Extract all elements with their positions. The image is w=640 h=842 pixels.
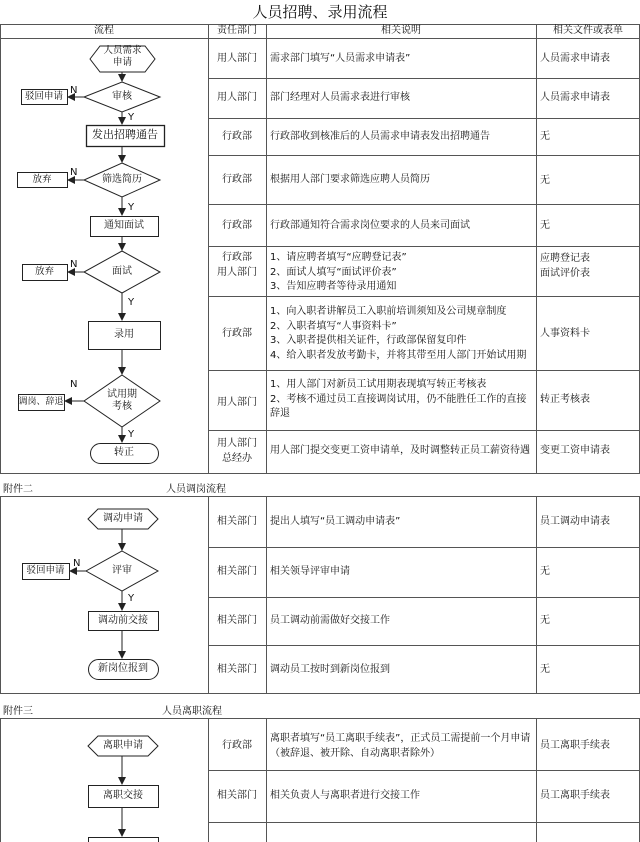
- row4-dept: 行政部: [222, 174, 252, 185]
- row1-doc: 人员需求申请表: [540, 53, 610, 64]
- row7-dept: 行政部: [222, 328, 252, 339]
- s3-row1-desc: 离职者填写“员工离职手续表”，正式员工需提前一个月申请 （被辞退、被开除、自动离职者除外）: [270, 733, 531, 759]
- node-resign-request-label: 离职申请: [103, 740, 143, 751]
- row3-desc: 行政部收到核准后的人员需求申请表发出招聘通告: [270, 131, 490, 142]
- side-reject-label: 驳回申请: [24, 91, 63, 102]
- yes-marker: Y: [128, 112, 135, 123]
- s3-row2-dept: 相关部门: [217, 790, 257, 801]
- row9-desc: 用人部门提交变更工资申请单，及时调整转正员工薪资待遇: [270, 445, 530, 456]
- row8-doc: 转正考核表: [540, 394, 590, 405]
- no-marker: N: [73, 558, 81, 569]
- row5-desc: 行政部通知符合需求岗位要求的人员来司面试: [270, 220, 470, 231]
- row2-dept: 用人部门: [217, 92, 257, 103]
- row6-doc: 应聘登记表 面试评价表: [540, 253, 590, 279]
- s2-row1-doc: 员工调动申请表: [540, 516, 610, 527]
- node-probation-label: 试用期 考核: [107, 389, 137, 412]
- page-title: 人员招聘、录用流程: [252, 3, 388, 21]
- no-marker: N: [70, 379, 78, 390]
- row3-doc: 无: [540, 131, 550, 142]
- row7-desc: 1、向入职者讲解员工入职前培训须知及公司规章制度 2、入职者填写“人事资料卡” 3、入职者提供相关证件，行政部保留复印件 4、给入职者发放考勤卡，并将其带至用人部门开始试用期: [270, 306, 527, 361]
- row9-doc: 变更工资申请表: [540, 445, 610, 456]
- yes-marker: Y: [128, 429, 135, 440]
- side-giveup-label: 放弃: [32, 174, 52, 185]
- section2-label: 附件二: [3, 484, 33, 495]
- s2-row1-dept: 相关部门: [217, 516, 257, 527]
- node-interview-label: 面试: [112, 266, 132, 277]
- header-doc: 相关文件或表单: [553, 25, 623, 36]
- header-flow: 流程: [94, 25, 114, 36]
- s2-row4-desc: 调动员工按时到新岗位报到: [270, 664, 390, 675]
- yes-marker: Y: [128, 297, 135, 308]
- row5-doc: 无: [540, 220, 550, 231]
- node-interview-notice-label: 通知面试: [104, 220, 144, 231]
- s3-row2-doc: 员工离职手续表: [540, 790, 610, 801]
- side-transfer-label: 调岗、辞退: [18, 397, 64, 407]
- node-audit-label: 审核: [112, 91, 132, 102]
- node-new-post-label: 新岗位报到: [98, 663, 148, 674]
- side-giveup2-label: 放弃: [34, 266, 54, 277]
- s2-row1-desc: 提出人填写“员工调动申请表”: [270, 516, 401, 527]
- yes-marker: Y: [128, 593, 135, 604]
- node-review-label: 评审: [112, 565, 132, 576]
- s2-row2-dept: 相关部门: [217, 566, 257, 577]
- node-hire-label: 录用: [114, 329, 134, 340]
- node-resign-handover-label: 离职交接: [103, 790, 143, 801]
- row8-desc: 1、用人部门对新员工试用期表现填写转正考核表 2、考核不通过员工直接调岗试用，仍不能胜任工作的直接 辞退: [270, 379, 527, 419]
- node-regular-label: 转正: [114, 447, 134, 458]
- node-handover-label: 调动前交接: [98, 615, 148, 626]
- no-marker: N: [70, 259, 78, 270]
- s2-row4-doc: 无: [540, 664, 550, 675]
- row2-doc: 人员需求申请表: [540, 92, 610, 103]
- section3-label: 附件三: [3, 706, 33, 717]
- s3-row1-dept: 行政部: [222, 740, 252, 751]
- row6-desc: 1、请应聘者填写“应聘登记表” 2、面试人填写“面试评价表” 3、告知应聘者等待录用通知: [270, 252, 407, 292]
- row7-doc: 人事资料卡: [540, 328, 590, 339]
- row1-dept: 用人部门: [217, 53, 257, 64]
- node-screen-label: 筛选简历: [102, 174, 142, 185]
- s2-row2-desc: 相关领导评审申请: [270, 566, 350, 577]
- s3-row1-doc: 员工离职手续表: [540, 740, 610, 751]
- s2-row3-desc: 员工调动前需做好交接工作: [270, 615, 390, 626]
- s2-row2-doc: 无: [540, 566, 550, 577]
- header-desc: 相关说明: [381, 25, 421, 36]
- section3-title: 人员离职流程: [162, 706, 222, 717]
- node-transfer-request-label: 调动申请: [103, 513, 143, 524]
- row3-dept: 行政部: [222, 131, 252, 142]
- s3-row2-desc: 相关负责人与离职者进行交接工作: [270, 790, 420, 801]
- no-marker: N: [70, 167, 78, 178]
- row2-desc: 部门经理对人员需求表进行审核: [270, 92, 410, 103]
- row4-desc: 根据用人部门要求筛选应聘人员简历: [270, 174, 430, 185]
- header-dept: 责任部门: [217, 25, 257, 36]
- section2-title: 人员调岗流程: [166, 484, 226, 495]
- row8-dept: 用人部门: [217, 397, 257, 408]
- yes-marker: Y: [128, 202, 135, 213]
- row4-doc: 无: [540, 175, 550, 186]
- node-notice-label: 发出招聘通告: [92, 128, 158, 141]
- row1-desc: 需求部门填写“人员需求申请表”: [270, 53, 411, 64]
- s2-row3-doc: 无: [540, 615, 550, 626]
- side-reject-label: 驳回申请: [26, 565, 65, 576]
- row9-dept: 用人部门 总经办: [217, 438, 257, 464]
- no-marker: N: [70, 85, 78, 96]
- node-request-label: 人员需求 申请: [103, 45, 142, 68]
- row5-dept: 行政部: [222, 220, 252, 231]
- row6-dept: 行政部 用人部门: [217, 252, 257, 278]
- s2-row4-dept: 相关部门: [217, 664, 257, 675]
- s2-row3-dept: 相关部门: [217, 615, 257, 626]
